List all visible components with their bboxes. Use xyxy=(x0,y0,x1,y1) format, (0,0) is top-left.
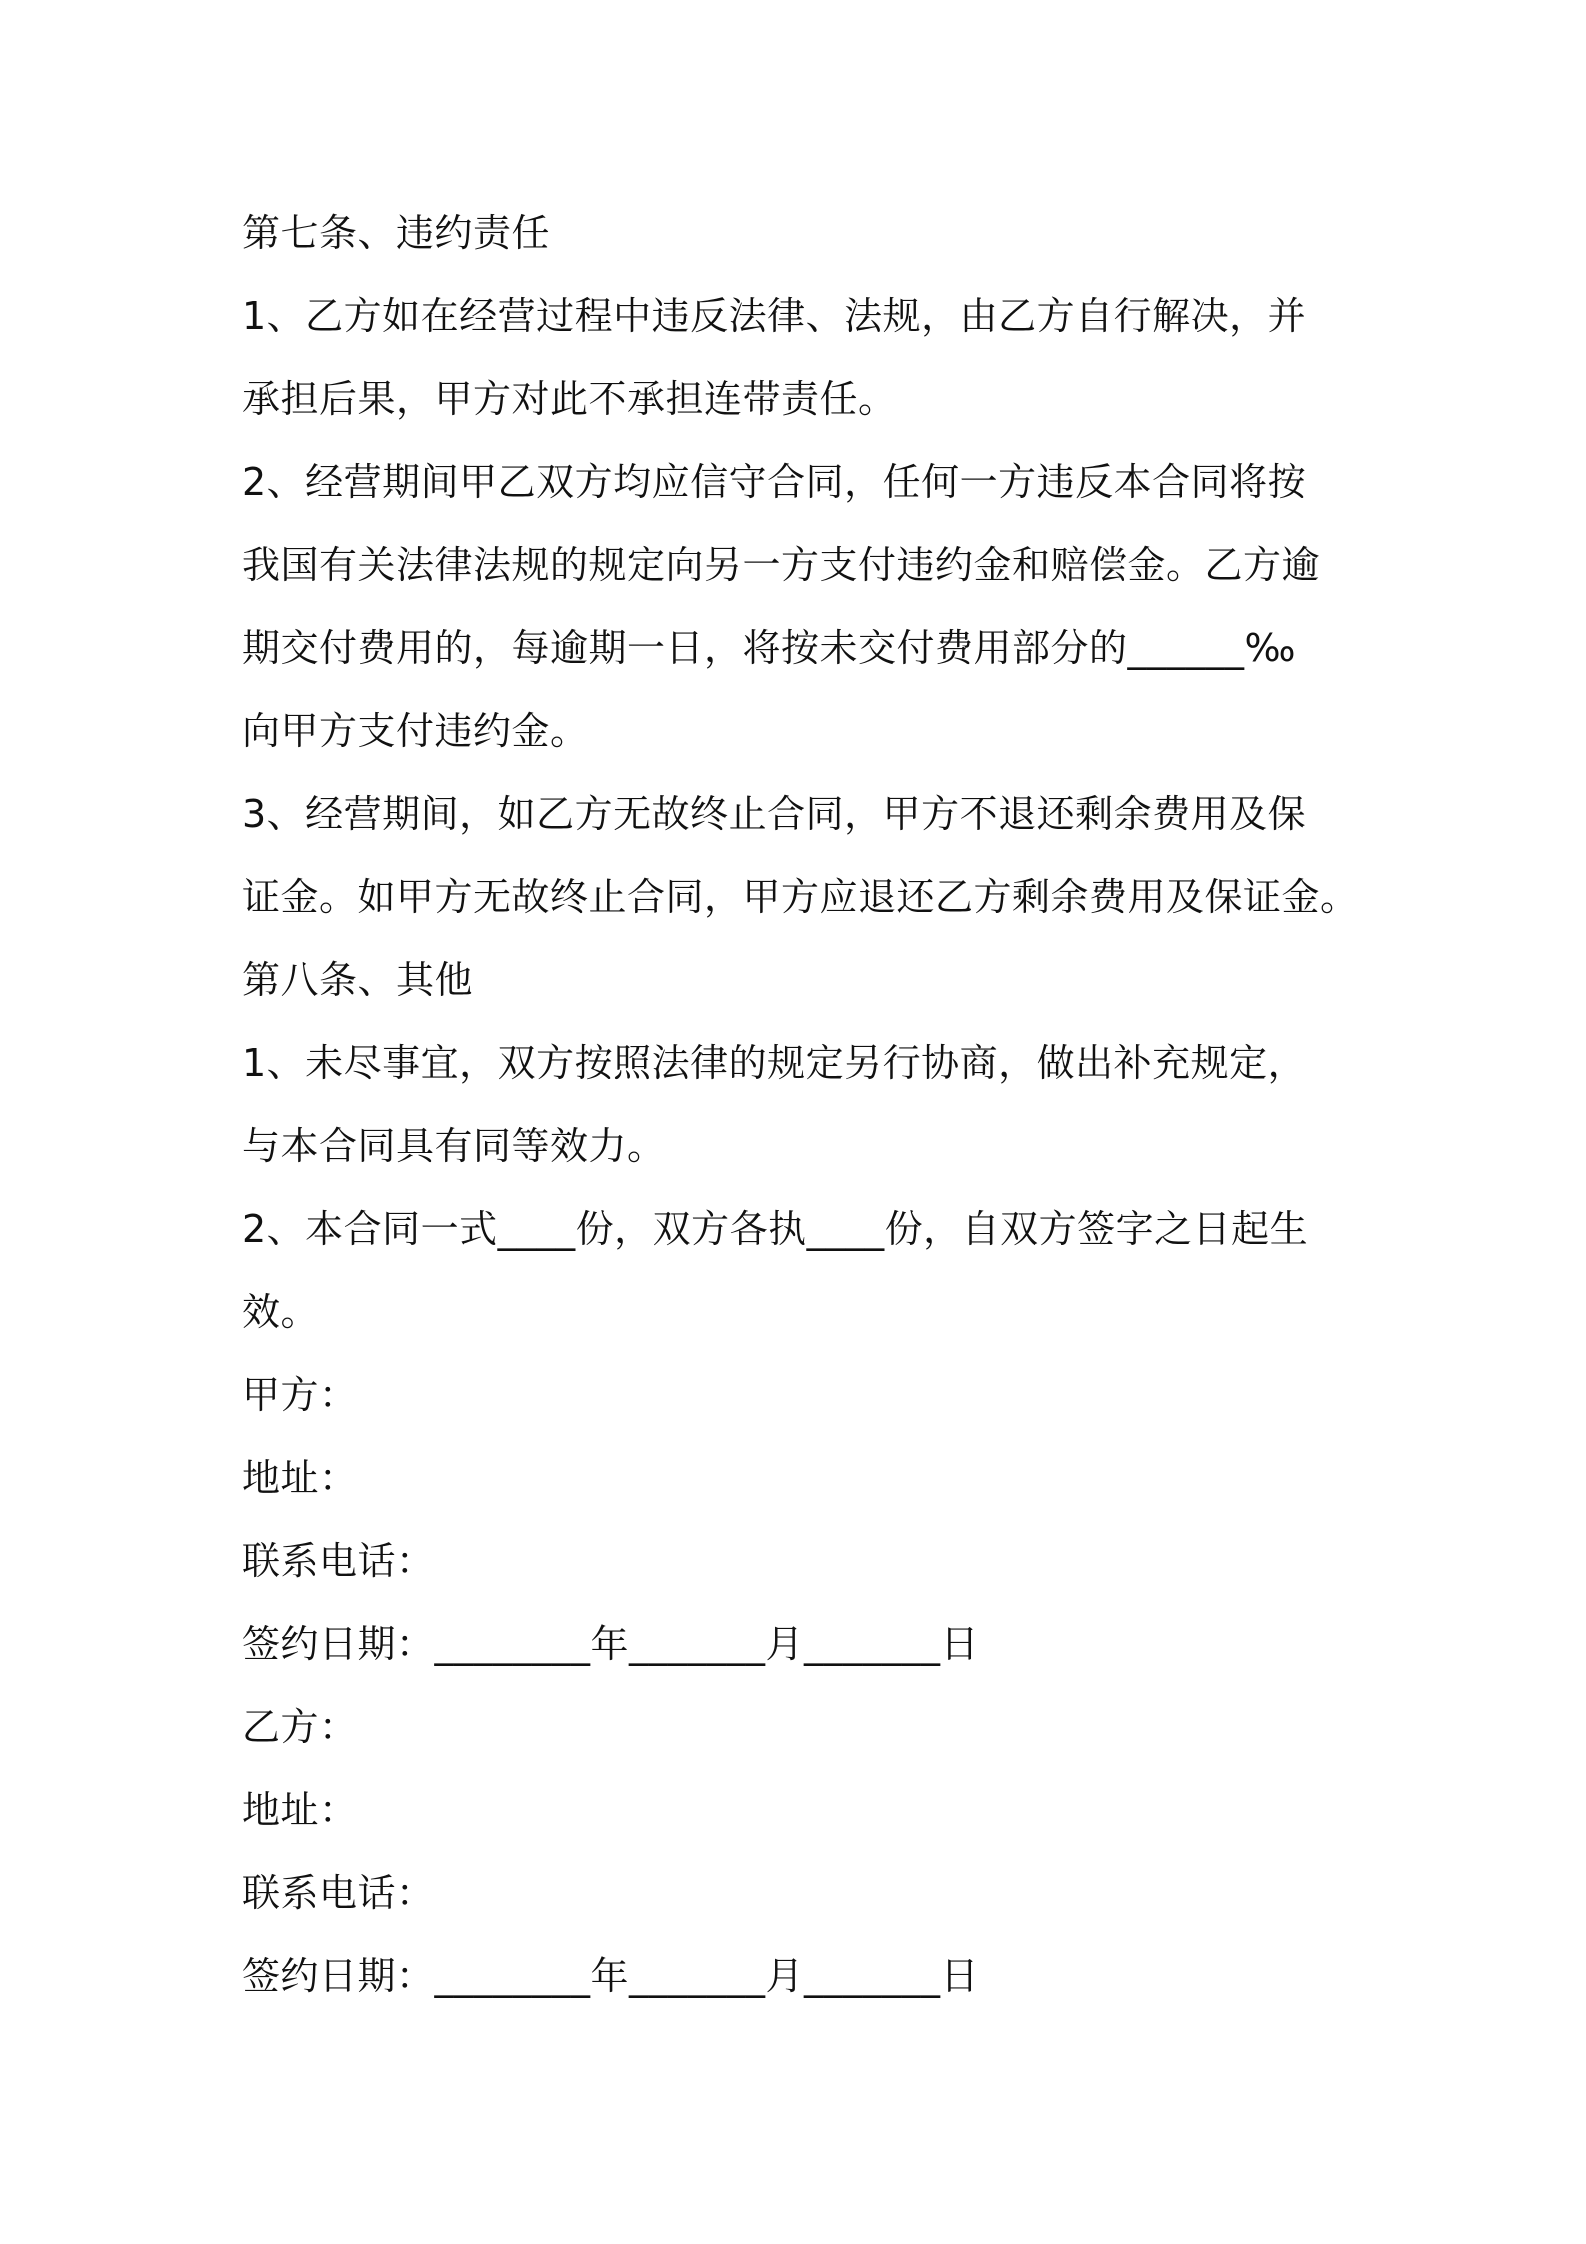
party-a-address: 地址： xyxy=(242,1456,358,1500)
article-7-clause-1-line-1: 1、乙方如在经营过程中违反法律、法规，由乙方自行解决，并 xyxy=(242,294,1307,338)
article-7-clause-3-line-2: 证金。如甲方无故终止合同，甲方应退还乙方剩余费用及保证金。 xyxy=(242,875,1359,919)
article-7-clause-1-line-2: 承担后果，甲方对此不承担连带责任。 xyxy=(242,377,897,421)
party-a-sign-date: 签约日期：________年_______月_______日 xyxy=(242,1622,980,1666)
party-b-label: 乙方： xyxy=(242,1705,358,1749)
party-b-phone: 联系电话： xyxy=(242,1871,435,1915)
article-8-heading: 第八条、其他 xyxy=(242,958,474,1002)
party-b-sign-date: 签约日期：________年_______月_______日 xyxy=(242,1954,980,1998)
article-7-clause-2-line-1: 2、经营期间甲乙双方均应信守合同，任何一方违反本合同将按 xyxy=(242,460,1307,504)
document-body xyxy=(242,192,1362,2018)
article-8-clause-1-line-1: 1、未尽事宜，双方按照法律的规定另行协商，做出补充规定， xyxy=(242,1041,1307,1085)
article-7-heading: 第七条、违约责任 xyxy=(242,211,551,255)
article-7-clause-3-line-1: 3、经营期间，如乙方无故终止合同，甲方不退还剩余费用及保 xyxy=(242,792,1307,836)
party-a-phone: 联系电话： xyxy=(242,1539,435,1583)
article-8-clause-1-line-2: 与本合同具有同等效力。 xyxy=(242,1124,666,1168)
party-a-label: 甲方： xyxy=(242,1373,358,1417)
article-7-clause-2-line-4: 向甲方支付违约金。 xyxy=(242,709,589,753)
article-7-clause-2-line-3: 期交付费用的，每逾期一日，将按未交付费用部分的______‰ xyxy=(242,626,1296,670)
party-b-address: 地址： xyxy=(242,1788,358,1832)
article-8-clause-2-line-2: 效。 xyxy=(242,1290,320,1334)
article-8-clause-2-line-1: 2、本合同一式____份，双方各执____份，自双方签字之日起生 xyxy=(242,1207,1309,1251)
article-7-clause-2-line-2: 我国有关法律法规的规定向另一方支付违约金和赔偿金。乙方逾 xyxy=(242,543,1321,587)
